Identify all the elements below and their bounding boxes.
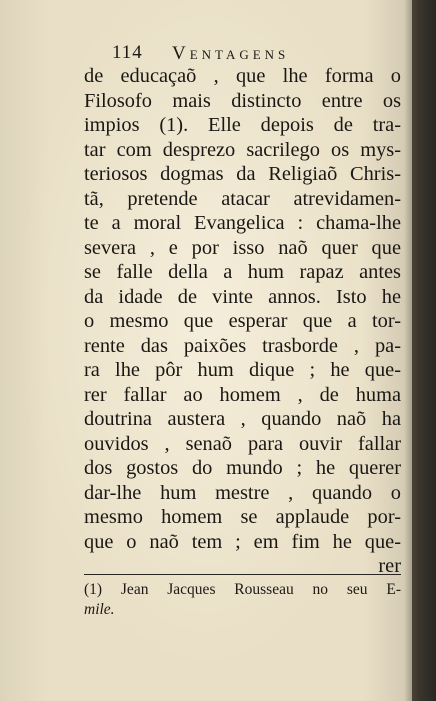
- text-line: tã, pretende atacar atrevidamen-: [84, 187, 401, 210]
- footnote-rule: [84, 574, 401, 575]
- text-line: rente das paixões trasborde , pa-: [84, 334, 401, 357]
- footnote: [84, 580, 401, 620]
- page-number: 114: [112, 42, 143, 63]
- text-line: da idade de vinte annos. Isto he: [84, 285, 401, 308]
- text-line: doutrina austera , quando naõ ha: [84, 408, 401, 430]
- text-line: mesmo homem se applaude por-: [84, 506, 401, 528]
- text-line: ouvidos , senaõ para ouvir fallar: [84, 432, 401, 455]
- text-line: dos gostos do mundo ; he querer: [84, 457, 401, 479]
- running-header: [112, 42, 374, 64]
- text-line: tar com desprezo sacrilego os mys-: [84, 138, 401, 161]
- text-line: dar-lhe hum mestre , quando o: [84, 481, 401, 504]
- text-line: Filosofo mais distincto entre os: [84, 89, 401, 112]
- text-line: que o naõ tem ; em fim he que-: [84, 530, 401, 553]
- text-line: se falle della a hum rapaz antes: [84, 261, 401, 283]
- text-line: ra lhe pôr hum dique ; he que-: [84, 359, 401, 381]
- text-line: rer fallar ao homem , de huma: [84, 383, 401, 406]
- text-line: de educaçaõ , que lhe forma o: [84, 65, 401, 87]
- text-line: severa , e por isso naõ quer que: [84, 236, 401, 259]
- footnote-line: (1) Jean Jacques Rousseau no seu E-: [84, 581, 401, 598]
- book-gutter: [412, 0, 436, 701]
- footnote-line-italic: mile.: [84, 601, 115, 618]
- text-line: o mesmo que esperar que a tor-: [84, 310, 401, 332]
- running-title: Ventagens: [172, 43, 290, 64]
- body-text: [84, 64, 401, 579]
- catchword: rer: [378, 555, 401, 577]
- text-line: impios (1). Elle depois de tra-: [84, 114, 401, 136]
- text-line: te a moral Evangelica : chama-lhe: [84, 212, 401, 234]
- footnote-line: [84, 600, 401, 620]
- text-line: teriosos dogmas da Religiaõ Chris-: [84, 163, 401, 185]
